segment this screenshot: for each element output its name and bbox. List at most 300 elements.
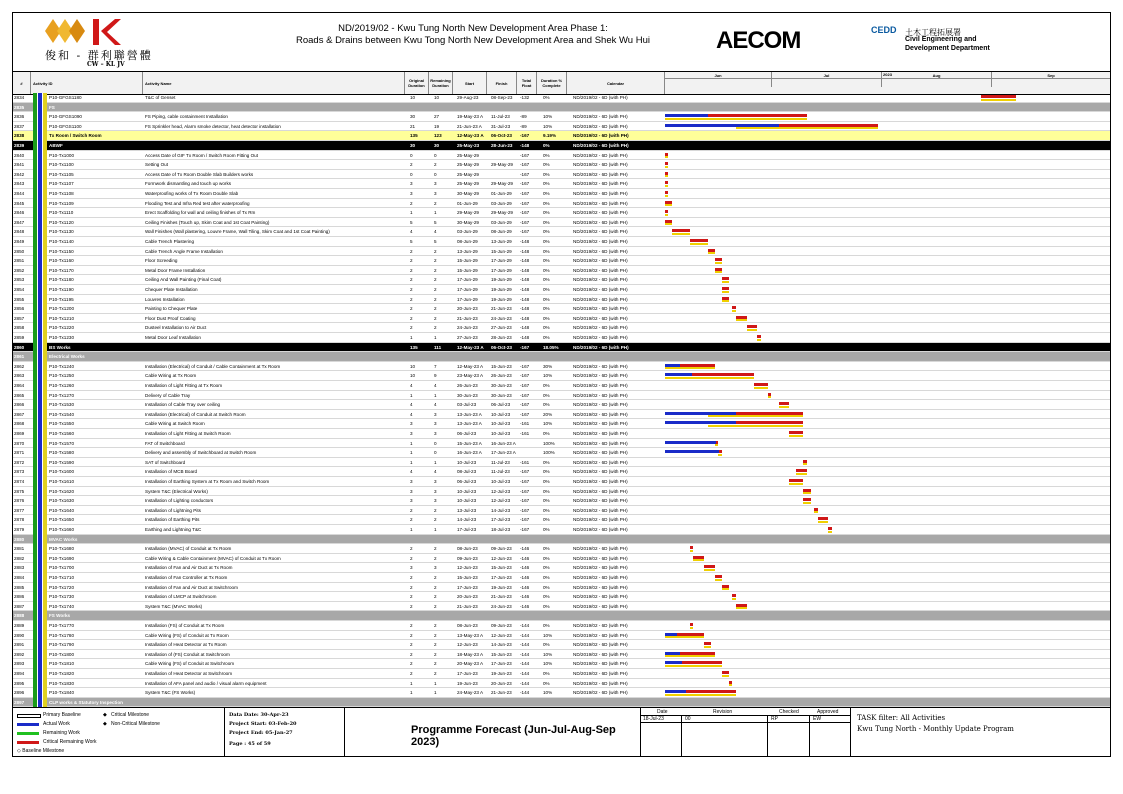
activity-id: FS Works [49, 613, 71, 619]
baseline-bar [796, 473, 807, 475]
row-number: 2867 [14, 411, 25, 417]
finish-date: 10-Jul-23 [491, 421, 511, 427]
pct-complete: 0% [543, 527, 550, 532]
orig-duration: 1 [410, 210, 413, 216]
pct-complete: 100% [543, 440, 555, 446]
row-number: 2881 [14, 546, 25, 552]
rem-duration: 2 [434, 267, 437, 273]
table-row [13, 170, 1110, 180]
rem-duration: 2 [434, 661, 437, 667]
activity-name: Painting to Chequer Plate [145, 306, 198, 312]
table-row [13, 669, 1110, 679]
rem-duration: 2 [434, 296, 437, 302]
finish-date: 11-Jul-23 [491, 459, 510, 465]
row-number: 2858 [14, 325, 25, 331]
orig-duration: 2 [410, 517, 413, 523]
rev-header-date: Date [657, 709, 668, 715]
activity-id: P10-Tx1830 [49, 680, 75, 686]
baseline-bar [708, 252, 715, 254]
hierarchy-stripe [33, 247, 47, 257]
pct-complete: 0% [543, 459, 550, 465]
total-float: -167 [520, 229, 530, 235]
finish-date: 03-Jun-29 [491, 200, 512, 206]
start-date: 25-May-29 [457, 162, 479, 168]
activity-id: P10-Tx1590 [49, 459, 75, 465]
start-date: 19-May-23 A [457, 114, 484, 120]
table-row [13, 535, 1110, 545]
pct-complete: 0% [543, 507, 550, 513]
hierarchy-stripe [33, 333, 47, 343]
activity-id: P10-GFGS1090 [49, 114, 82, 120]
orig-duration: 1 [410, 459, 413, 465]
total-float: -167 [520, 171, 530, 177]
baseline-bar [665, 694, 736, 696]
baseline-bar [718, 454, 722, 456]
total-float: -144 [520, 632, 530, 638]
start-date: 25-May-29 [457, 181, 479, 187]
actual-bar [665, 661, 682, 664]
activity-name: Installation of Light Fitting at Tx Room [145, 383, 223, 388]
activity-name: Cable Trench Plastering [145, 239, 195, 244]
calendar: ND/2019/02 - 6D (with PH) [573, 181, 628, 187]
orig-duration: 3 [410, 488, 413, 494]
total-float: -144 [520, 680, 530, 686]
activity-name: Waterproofing works of Tx Room Double Slab [145, 191, 239, 196]
activity-id: P10-Tx1180 [49, 277, 74, 283]
table-row [13, 429, 1110, 439]
hierarchy-stripe [33, 179, 47, 189]
calendar: ND/2019/02 - 6D (with PH) [573, 402, 628, 408]
calendar: ND/2019/02 - 6D (with PH) [573, 411, 628, 417]
orig-duration: 2 [410, 306, 413, 312]
hierarchy-stripe [33, 323, 47, 333]
calendar: ND/2019/02 - 6D (with PH) [573, 623, 628, 628]
activity-id: P10-Tx1200 [49, 306, 75, 312]
total-float: -167 [520, 488, 530, 494]
calendar: ND/2019/02 - 6D (with PH) [573, 383, 628, 388]
start-date: 14-Jul-23 [457, 517, 477, 523]
baseline-bar [803, 502, 810, 504]
program-subtitle: Kwu Tung North - Monthly Update Program [857, 725, 1014, 733]
total-float: -89 [520, 123, 527, 129]
orig-duration: 2 [410, 248, 413, 254]
start-date: 13-May-23 A [457, 632, 484, 638]
calendar: ND/2019/02 - 6D (with PH) [573, 546, 628, 552]
table-row [13, 506, 1110, 516]
activity-id: P10-Tx1540 [49, 411, 75, 417]
orig-duration: 2 [410, 325, 413, 331]
activity-id: P10-Tx1560 [49, 431, 75, 436]
pct-complete: 0% [543, 95, 550, 100]
start-date: 12-May-23 A [457, 363, 484, 369]
hierarchy-stripe [33, 640, 47, 650]
finish-date: 06-Jul-23 [491, 402, 511, 408]
pct-complete: 0% [543, 277, 550, 283]
project-dates [225, 708, 345, 757]
calendar: ND/2019/02 - 6D (with PH) [573, 373, 628, 379]
finish-date: 11-Jul-23 [491, 469, 510, 475]
hierarchy-stripe [33, 631, 47, 641]
table-row [13, 256, 1110, 266]
finish-date: 24-Jun-23 [491, 315, 512, 321]
finish-date: 27-Jun-23 [491, 325, 512, 331]
total-float: -148 [520, 267, 530, 273]
table-row [13, 371, 1110, 381]
activity-name: Cable Wiring at Switch Room [145, 421, 205, 427]
calendar: ND/2019/02 - 6D (with PH) [573, 267, 628, 273]
table-row [13, 410, 1110, 420]
finish-date: 29-May-29 [491, 181, 513, 187]
pct-complete: 10% [543, 651, 553, 657]
hierarchy-stripe [33, 535, 47, 545]
activity-id: ABWF [49, 143, 63, 148]
activity-id: P10-Tx1108 [49, 191, 74, 196]
finish-date: 30-Jun-23 [491, 392, 512, 398]
calendar: ND/2019/02 - 6D (with PH) [573, 162, 628, 168]
hierarchy-stripe [33, 429, 47, 439]
activity-name: Installation (Electrical) of Conduit / Cable Containment at Tx Room [145, 363, 281, 369]
finish-date: 10-Jul-23 [491, 479, 511, 484]
total-float: -144 [520, 623, 530, 628]
legend-noncritical-milestone: ◆ Non-Critical Milestone [103, 721, 160, 727]
hierarchy-stripe [33, 122, 47, 132]
activity-id: MVAC Works [49, 536, 78, 542]
actual-bar [665, 450, 719, 453]
row-number: 2837 [14, 123, 25, 129]
rem-duration: 1 [434, 335, 437, 340]
hierarchy-stripe [33, 621, 47, 631]
finish-date: 03-Jun-29 [491, 219, 512, 225]
row-number: 2842 [14, 171, 25, 177]
activity-name: System T&C (Electrical Works) [145, 488, 208, 494]
activity-id: P10-GFGS1180 [49, 95, 82, 100]
table-row [13, 237, 1110, 247]
hierarchy-stripe [33, 669, 47, 679]
legend-remaining: Remaining Work [43, 730, 80, 736]
calendar: ND/2019/02 - 6D (with PH) [573, 498, 628, 504]
finish-date: 29-May-29 [491, 210, 513, 216]
calendar: ND/2019/02 - 6D (with PH) [573, 287, 628, 292]
cw-kl-logo-icon [43, 17, 123, 47]
finish-date: 20-Jun-23 [491, 680, 512, 686]
table-row [13, 621, 1110, 631]
activity-name: Floor Screeding [145, 258, 178, 264]
activity-id: P10-Tx1100 [49, 162, 74, 168]
activity-name: Installation of MCB Board [145, 469, 198, 475]
activity-name: Installation of Heat Detector at Tx Room [145, 642, 227, 648]
hierarchy-stripe [33, 237, 47, 247]
actual-bar [665, 421, 736, 424]
gantt-month-sep: Sep [1047, 73, 1055, 78]
total-float: -148 [520, 258, 530, 264]
orig-duration: 2 [410, 258, 413, 264]
calendar: ND/2019/02 - 6D (with PH) [573, 507, 628, 513]
baseline-bar [722, 675, 729, 677]
activity-id: P10-Tx1110 [49, 210, 74, 216]
table-row [13, 151, 1110, 161]
baseline-bar [708, 425, 804, 427]
hierarchy-stripe [33, 650, 47, 660]
rem-duration: 4 [434, 402, 437, 408]
start-date: 18-May-23 A [457, 651, 484, 657]
total-float: -167 [520, 517, 530, 523]
pct-complete: 20% [543, 411, 553, 417]
pct-complete: 0% [543, 402, 550, 408]
row-number: 2854 [14, 287, 25, 292]
row-number: 2849 [14, 239, 25, 244]
rem-duration: 2 [434, 623, 437, 628]
activity-name: Installation of LMCP at Switchroom [145, 594, 217, 600]
hierarchy-stripe [33, 199, 47, 209]
activity-name: Installation (MVAC) of Conduit at Tx Room [145, 546, 232, 552]
finish-date: 14-Jul-23 [491, 507, 511, 513]
legend [13, 708, 225, 757]
programme-title: Programme Forecast (Jun-Jul-Aug-Sep 2023) [411, 724, 616, 748]
calendar: ND/2019/02 - 6D (with PH) [573, 469, 628, 475]
total-float: -167 [520, 498, 530, 504]
finish-date: 21-Jun-23 [491, 306, 512, 312]
activity-id: P10-Tx1210 [49, 315, 75, 321]
hierarchy-stripe [33, 410, 47, 420]
activity-id: P10-Tx1820 [49, 671, 75, 676]
table-row [13, 419, 1110, 429]
row-number: 2852 [14, 267, 25, 273]
orig-duration: 0 [410, 171, 413, 177]
table-row [13, 583, 1110, 593]
orig-duration: 2 [410, 546, 413, 552]
hierarchy-stripe [33, 563, 47, 573]
pct-complete: 10% [543, 632, 553, 638]
legend-actual-bar [17, 723, 39, 726]
baseline-bar [736, 127, 878, 129]
calendar: ND/2019/02 - 6D (with PH) [573, 210, 628, 216]
orig-duration: 2 [410, 651, 413, 657]
hierarchy-stripe [33, 170, 47, 180]
pct-complete: 0% [543, 392, 550, 398]
rem-duration: 27 [434, 114, 440, 120]
table-row [13, 295, 1110, 305]
col-total-float: Total Float [517, 72, 537, 94]
actual-bar [665, 373, 692, 376]
activity-id: P10-Tx1680 [49, 546, 75, 552]
activity-id: P10-Tx1730 [49, 594, 75, 600]
total-float: -167 [520, 133, 530, 139]
pct-complete: 0% [543, 565, 550, 571]
pct-complete: 10% [543, 421, 553, 427]
orig-duration: 2 [410, 632, 413, 638]
activity-name: Installation of Heat Detector at Switchroom [145, 671, 233, 676]
contract-title: ND/2019/02 - Kwu Tung North New Development Area Phase 1: [338, 23, 608, 34]
row-number: 2877 [14, 507, 25, 513]
hierarchy-stripe [33, 208, 47, 218]
pct-complete: 100% [543, 450, 555, 456]
baseline-bar [665, 195, 668, 197]
finish-date: 13-Jun-29 [491, 239, 512, 244]
activity-name: Metal Door Frame Installation [145, 267, 206, 273]
row-number: 2851 [14, 258, 25, 264]
activity-id: P10-Tx1740 [49, 603, 75, 609]
start-date: 03-Jul-23 [457, 402, 477, 408]
rev-date: 18-Jul-23 [643, 716, 664, 722]
rem-duration: 3 [434, 181, 437, 187]
activity-id: P10-Tx1270 [49, 392, 75, 398]
rem-duration: 2 [434, 507, 437, 513]
rem-duration: 4 [434, 229, 437, 235]
orig-duration: 3 [410, 181, 413, 187]
row-number: 2885 [14, 584, 25, 590]
calendar: ND/2019/02 - 6D (with PH) [573, 325, 628, 331]
start-date: 17-Jun-29 [457, 287, 478, 292]
orig-duration: 3 [410, 565, 413, 571]
table-row [13, 247, 1110, 257]
calendar: ND/2019/02 - 6D (with PH) [573, 239, 628, 244]
calendar: ND/2019/02 - 6D (with PH) [573, 565, 628, 571]
row-number: 2869 [14, 431, 25, 436]
rev-approved: EW [813, 716, 822, 722]
gantt-month-jul: Jul [772, 72, 882, 87]
activity-table [13, 93, 1110, 705]
pct-complete: 0% [543, 603, 550, 609]
hierarchy-stripe [33, 458, 47, 468]
project-start: Project Start: 03-Feb-20 [229, 721, 297, 727]
hierarchy-stripe [33, 573, 47, 583]
baseline-bar [665, 185, 668, 187]
row-number: 2853 [14, 277, 25, 283]
activity-id: P10-Tx1810 [49, 661, 75, 667]
calendar: ND/2019/02 - 6D (with PH) [573, 191, 628, 196]
filter-box [851, 708, 1110, 757]
col-num: # [13, 72, 31, 94]
activity-id: P10-Tx1140 [49, 239, 74, 244]
pct-complete: 0% [543, 517, 550, 523]
rem-duration: 9 [434, 373, 437, 379]
finish-date: 06-Oct-23 [491, 133, 512, 139]
total-float: -167 [520, 200, 530, 206]
pct-complete: 0% [543, 671, 550, 676]
hierarchy-stripe [33, 544, 47, 554]
total-float: -167 [520, 392, 530, 398]
hierarchy-stripe [33, 93, 47, 103]
activity-id: P10-Tx1150 [49, 248, 74, 254]
orig-duration: 30 [410, 143, 416, 148]
baseline-bar [789, 435, 803, 437]
programme-title-box [345, 708, 641, 757]
rem-duration: 123 [434, 133, 442, 139]
finish-date: 28-Jun-23 [491, 143, 513, 148]
table-row [13, 525, 1110, 535]
contractor-logo [43, 17, 153, 69]
calendar: ND/2019/02 - 6D (with PH) [573, 690, 628, 696]
start-date: 06-Jul-23 [457, 479, 477, 484]
orig-duration: 2 [410, 594, 413, 600]
activity-id: P10-Tx1250 [49, 373, 75, 379]
finish-date: 06-Oct-23 [491, 344, 512, 350]
table-row [13, 112, 1110, 122]
start-date: 08-Jun-23 [457, 623, 478, 628]
start-date: 25-May-23 [457, 143, 480, 148]
orig-duration: 2 [410, 287, 413, 292]
activity-id: P10-Tx1710 [49, 575, 75, 580]
activity-id: P10-Tx1790 [49, 642, 75, 648]
start-date: 20-May-23 A [457, 661, 484, 667]
total-float: -148 [520, 239, 530, 244]
row-number: 2871 [14, 450, 25, 456]
table-row [13, 602, 1110, 612]
activity-id: P10-Tx1600 [49, 469, 75, 475]
baseline-bar [757, 339, 761, 341]
activity-id: P10-Tx1620 [49, 488, 75, 494]
start-date: 17-Jun-23 [457, 584, 478, 590]
activity-name: Metal Door Leaf Installation [145, 335, 201, 340]
total-float: -167 [520, 469, 530, 475]
baseline-bar [715, 262, 722, 264]
activity-id: P10-Tx1640 [49, 507, 75, 513]
baseline-bar [690, 243, 708, 245]
table-row [13, 688, 1110, 698]
activity-id: P10-Tx1700 [49, 565, 75, 571]
pct-complete: 10% [543, 373, 553, 379]
row-number: 2894 [14, 671, 25, 676]
start-date: 27-Jun-23 [457, 335, 478, 340]
orig-duration: 3 [410, 498, 413, 504]
rem-duration: 2 [434, 546, 437, 552]
calendar: ND/2019/02 - 6D (with PH) [573, 229, 628, 235]
activity-name: Ceiling And Wall Painting (Final Coat) [145, 277, 222, 283]
finish-date: 26-Jun-23 [491, 373, 512, 379]
rem-duration: 5 [434, 219, 437, 225]
hierarchy-stripe [33, 160, 47, 170]
total-float: -146 [520, 546, 530, 552]
activity-name: Cable Wiring (FS) of Conduit at Tx Room [145, 632, 229, 638]
hierarchy-stripe [33, 496, 47, 506]
start-date: 12-Jun-23 [457, 565, 478, 571]
calendar: ND/2019/02 - 6D (with PH) [573, 363, 628, 369]
start-date: 15-Jun-29 [457, 267, 478, 273]
orig-duration: 1 [410, 527, 413, 532]
col-start: Start [453, 72, 487, 94]
baseline-bar [722, 300, 729, 302]
row-number: 2893 [14, 661, 25, 667]
row-number: 2875 [14, 488, 25, 494]
hierarchy-stripe [33, 314, 47, 324]
finish-date: 28-Jun-23 [491, 335, 512, 340]
activity-id: P10-Tx1570 [49, 440, 75, 446]
start-date: 12-May-23 A [457, 133, 484, 139]
activity-id: P10-Tx1660 [49, 527, 75, 532]
orig-duration: 2 [410, 555, 413, 561]
activity-id: P10-Tx1000 [49, 152, 75, 158]
finish-date: 19-Jun-29 [491, 296, 512, 302]
activity-name: Installation of Cable Tray over ceiling [145, 402, 221, 408]
rem-duration: 2 [434, 575, 437, 580]
rem-duration: 10 [434, 95, 440, 100]
orig-duration: 5 [410, 239, 413, 244]
gantt-month-aug: Aug [882, 72, 992, 87]
activity-name: Dusteel Installation to Air Duct [145, 325, 207, 331]
hierarchy-stripe [33, 477, 47, 487]
activity-name: Installation of AFA panel and audio / visual alarm equipment [145, 680, 267, 686]
finish-date: 17-Jun-29 [491, 267, 512, 273]
orig-duration: 1 [410, 335, 413, 340]
orig-duration: 1 [410, 690, 413, 696]
finish-date: 14-Jun-23 [491, 642, 512, 648]
baseline-bar [789, 483, 803, 485]
table-row [13, 141, 1110, 151]
baseline-bar [665, 655, 715, 657]
table-row [13, 631, 1110, 641]
hierarchy-stripe [33, 611, 47, 621]
baseline-bar [665, 204, 672, 206]
